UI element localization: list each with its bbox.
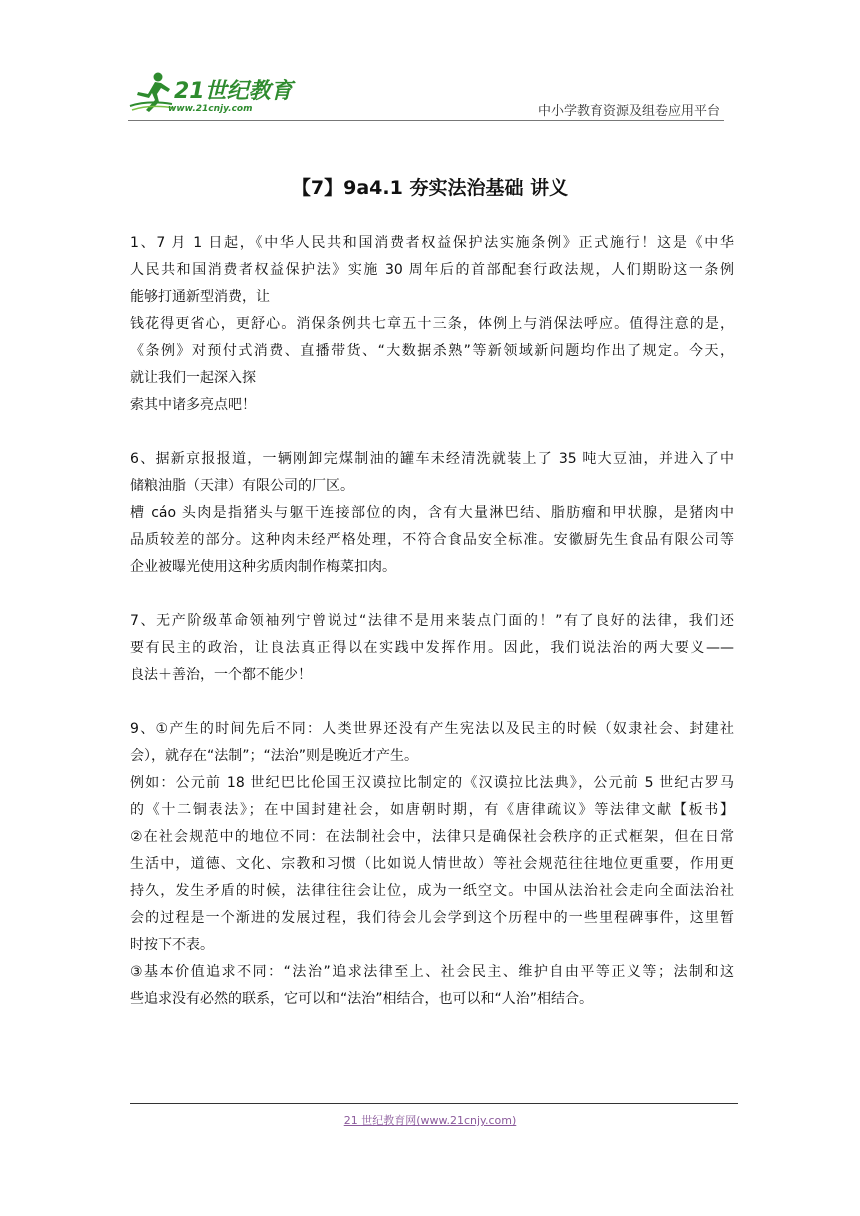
paragraph-1 (130, 230, 734, 419)
footer-divider (130, 1103, 738, 1104)
text-line: 些追求没有必然的联系，它可以和“法治”相结合，也可以和“人治”相结合。 (130, 991, 594, 1007)
text-line: 时按下不表。 (130, 937, 214, 953)
footer-link[interactable]: 21 世纪教育网(www.21cnjy.com) (343, 1114, 517, 1127)
text-line: 企业被曝光使用这种劣质肉制作梅菜扣肉。 (130, 559, 396, 575)
paragraph-6 (130, 446, 734, 581)
platform-tagline: 中小学教育资源及组卷应用平台 (538, 104, 721, 119)
paragraph-7 (130, 608, 734, 689)
header-divider (128, 120, 724, 121)
paragraph-9 (130, 716, 734, 1013)
text-line: 6、据新京报报道，一辆刚卸完煤制油的罐车未经清洗就装上了 35 吨大豆油，并进入了中 (130, 451, 734, 467)
text-line: 的《十二铜表法》；在中国封建社会，如唐朝时期，有《唐律疏议》等法律文献【板书】 (130, 802, 734, 818)
text-line: ②在社会规范中的地位不同：在法制社会中，法律只是确保社会秩序的正式框架，但在日常 (130, 829, 734, 845)
text-line: 品质较差的部分。这种肉未经严格处理，不符合食品安全标准。安徽厨先生食品有限公司等 (130, 532, 734, 548)
text-line: 1、7 月 1 日起，《中华人民共和国消费者权益保护法实施条例》正式施行！这是《中华 (130, 235, 734, 251)
text-line: 生活中，道德、文化、宗教和习惯（比如说人情世故）等社会规范往往地位更重要，作用更 (130, 856, 734, 872)
text-line: 会的过程是一个渐进的发展过程，我们待会儿会学到这个历程中的一些里程碑事件，这里暂 (130, 910, 734, 926)
logo-text: 21世纪教育 (174, 79, 293, 104)
site-logo[interactable] (128, 70, 298, 118)
document-body (130, 230, 734, 1040)
text-line: 人民共和国消费者权益保护法》实施 30 周年后的首部配套行政法规，人们期盼这一条例 (130, 262, 734, 278)
page-header (0, 0, 860, 130)
text-line: 良法＋善治，一个都不能少！ (130, 667, 312, 683)
text-line: 要有民主的政治，让良法真正得以在实践中发挥作用。因此，我们说法治的两大要义—— (130, 640, 734, 656)
text-line: 钱花得更省心，更舒心。消保条例共七章五十三条，体例上与消保法呼应。值得注意的是， (130, 316, 734, 332)
text-line: 索其中诸多亮点吧！ (130, 397, 256, 413)
text-line: 持久，发生矛盾的时候，法律往往会让位，成为一纸空文。中国从法治社会走向全面法治社 (130, 883, 734, 899)
document-title: 【7】9a4.1 夯实法治基础 讲义 (291, 177, 569, 199)
text-line: 储粮油脂（天津）有限公司的厂区。 (130, 478, 354, 494)
text-line: 会），就存在“法制”；“法治”则是晚近才产生。 (130, 748, 419, 764)
text-line: ③基本价值追求不同：“法治”追求法律至上、社会民主、维护自由平等正义等；法制和这 (130, 964, 734, 980)
text-line: 例如：公元前 18 世纪巴比伦国王汉谟拉比制定的《汉谟拉比法典》，公元前 5 世纪古罗马 (130, 775, 734, 791)
text-line: 《条例》对预付式消费、直播带货、“大数据杀熟”等新领域新问题均作出了规定。今天， (130, 343, 734, 359)
logo-url: www.21cnjy.com (168, 104, 253, 114)
text-line: 能够打通新型消费，让 (130, 289, 270, 305)
text-line: 9、①产生的时间先后不同：人类世界还没有产生宪法以及民主的时候（奴隶社会、封建社 (130, 721, 734, 737)
text-line: 槽 cáo 头肉是指猪头与躯干连接部位的肉，含有大量淋巴结、脂肪瘤和甲状腺，是猪肉中 (130, 505, 734, 521)
text-line: 就让我们一起深入探 (130, 370, 256, 386)
text-line: 7、无产阶级革命领袖列宁曾说过“法律不是用来装点门面的！”有了良好的法律，我们还 (130, 613, 734, 629)
